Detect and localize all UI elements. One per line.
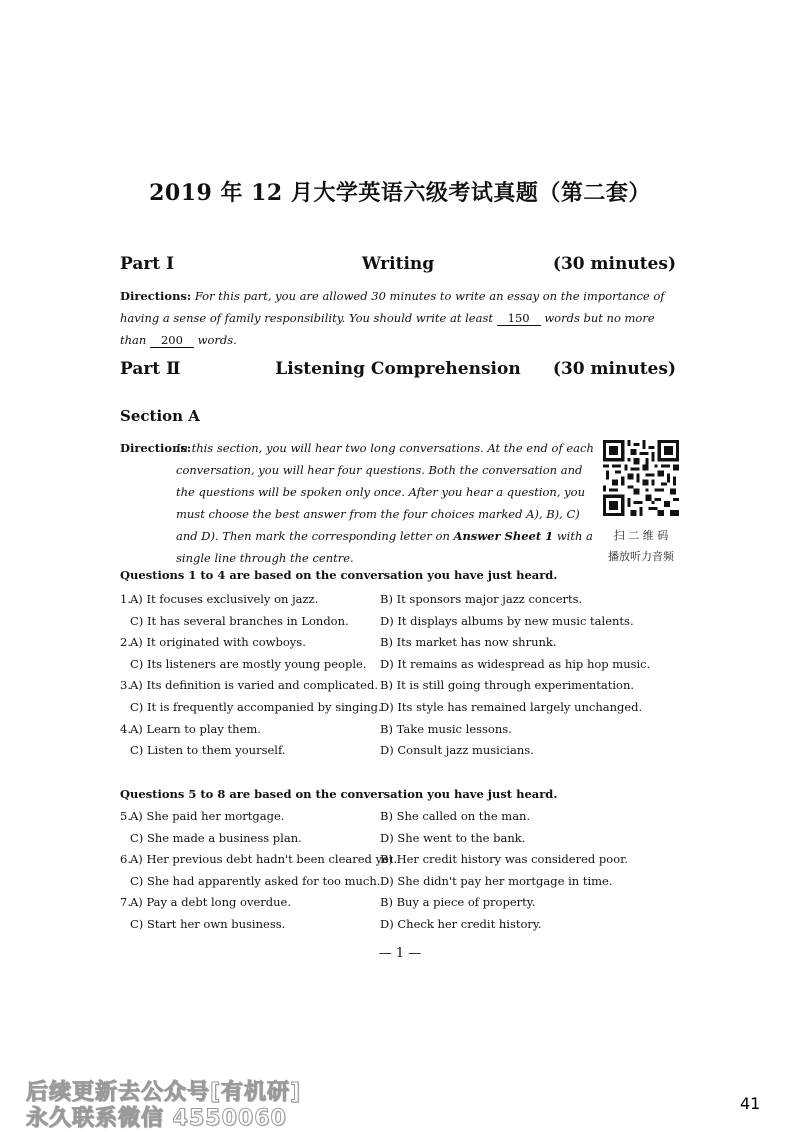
qr-caption-play: 播放听力音频 <box>608 550 674 563</box>
answer-option-left: A) Her previous debt hadn't been cleared yet. <box>130 852 398 867</box>
question-number: 2. <box>120 635 131 650</box>
question-group-1-header: Questions 1 to 4 are based on the conversation you have just heard. <box>120 568 558 582</box>
answer-option-right: B) She called on the man. <box>380 809 531 823</box>
answer-option-left: A) Pay a debt long overdue. <box>130 895 291 910</box>
question-row <box>120 874 680 894</box>
qr-code-icon[interactable] <box>603 440 679 516</box>
answer-option-right: D) Its style has remained largely unchanged. <box>380 700 643 714</box>
answer-option-left: A) Learn to play them. <box>130 721 261 736</box>
question-row <box>120 895 680 915</box>
answer-option-left: C) She had apparently asked for too much. <box>130 873 381 888</box>
question-row <box>120 743 680 763</box>
directions-text-b: with a single line through the centre. <box>176 529 593 565</box>
question-row <box>120 657 680 677</box>
answer-option-left: A) It focuses exclusively on jazz. <box>130 592 319 606</box>
answer-sheet-ref: Answer Sheet 1 <box>453 529 554 543</box>
directions-text-a: For this part, you are allowed 30 minutes to write an essay on the importance of having a sense of family responsibility. You should write at least <box>120 289 665 325</box>
question-row <box>120 592 680 612</box>
question-number: 7. <box>120 895 131 910</box>
part1-heading <box>120 254 676 280</box>
min-words-blank: 150 <box>497 311 541 326</box>
question-row <box>120 831 680 851</box>
part1-directions <box>120 285 676 351</box>
directions-text-a: In this section, you will hear two long conversations. At the end of each conversation, you will hear four questions. Both the conversation and the questions will be spoken only once. After you hear a question, you must choose the best answer from the four choices marked A), B), C) and D). Then mark the corresponding letter on <box>176 441 594 543</box>
directions-lead: Directions: <box>120 289 192 303</box>
qr-caption-scan: 扫 二 维 码 <box>613 529 669 542</box>
question-number: 6. <box>120 852 131 867</box>
part2-name: Listening Comprehension <box>275 359 521 379</box>
page-number: — 1 — <box>378 946 422 961</box>
question-number: 4. <box>120 721 131 736</box>
answer-option-right: B) Take music lessons. <box>380 721 512 736</box>
directions-text-c: words. <box>197 333 237 347</box>
answer-option-left: A) She paid her mortgage. <box>130 809 285 823</box>
question-row <box>120 700 680 720</box>
watermark-line-2: 永久联系微信 4550060 <box>26 1106 287 1131</box>
answer-option-left: A) It originated with cowboys. <box>130 635 306 650</box>
question-row <box>120 614 680 634</box>
answer-option-right: B) Her credit history was considered poor. <box>380 852 629 867</box>
question-row <box>120 917 680 937</box>
watermark-line-1: 后续更新去公众号[有机研] <box>26 1080 302 1105</box>
question-row <box>120 722 680 742</box>
answer-option-right: D) Consult jazz musicians. <box>380 743 534 758</box>
answer-option-right: D) It displays albums by new music talents. <box>380 613 634 628</box>
directions-text-b: words but no more than <box>120 311 655 347</box>
answer-option-right: D) It remains as widespread as hip hop music. <box>380 656 651 671</box>
answer-option-right: B) It sponsors major jazz concerts. <box>380 592 583 606</box>
question-row <box>120 678 680 698</box>
part2-time: (30 minutes) <box>552 359 676 379</box>
part1-name: Writing <box>361 254 435 274</box>
answer-option-left: C) Start her own business. <box>130 917 286 931</box>
answer-option-right: D) She didn't pay her mortgage in time. <box>380 873 613 888</box>
exam-title: 2019 年 12 月大学英语六级考试真题（第二套） <box>149 180 651 206</box>
part2-heading <box>120 359 676 385</box>
answer-option-right: D) Check her credit history. <box>380 917 542 931</box>
question-group-2-header: Questions 5 to 8 are based on the conversation you have just heard. <box>120 787 558 801</box>
question-number: 1. <box>120 592 131 606</box>
max-words-blank: 200 <box>150 333 194 348</box>
question-number: 3. <box>120 678 131 693</box>
part2-label: Part Ⅱ <box>120 359 181 379</box>
section-a-directions <box>120 437 594 569</box>
part1-label: Part Ⅰ <box>120 254 175 274</box>
answer-option-left: C) It has several branches in London. <box>130 613 349 628</box>
directions-lead: Directions: <box>120 441 192 455</box>
question-number: 5. <box>120 809 131 823</box>
answer-option-right: D) She went to the bank. <box>380 830 526 845</box>
answer-option-left: C) She made a business plan. <box>130 830 302 845</box>
corner-page-number: 41 <box>740 1094 761 1113</box>
question-row <box>120 635 680 655</box>
answer-option-left: A) Its definition is varied and complicated. <box>130 678 378 693</box>
answer-option-right: B) Its market has now shrunk. <box>380 635 557 650</box>
question-row <box>120 852 680 872</box>
answer-option-right: B) It is still going through experimentation. <box>380 678 635 693</box>
question-row <box>120 809 680 829</box>
answer-option-left: C) Listen to them yourself. <box>130 743 286 758</box>
part1-time: (30 minutes) <box>552 254 676 274</box>
section-a-title: Section A <box>120 407 200 425</box>
answer-option-right: B) Buy a piece of property. <box>380 895 536 910</box>
answer-option-left: C) Its listeners are mostly young people. <box>130 656 367 671</box>
answer-option-left: C) It is frequently accompanied by singing. <box>130 700 382 714</box>
